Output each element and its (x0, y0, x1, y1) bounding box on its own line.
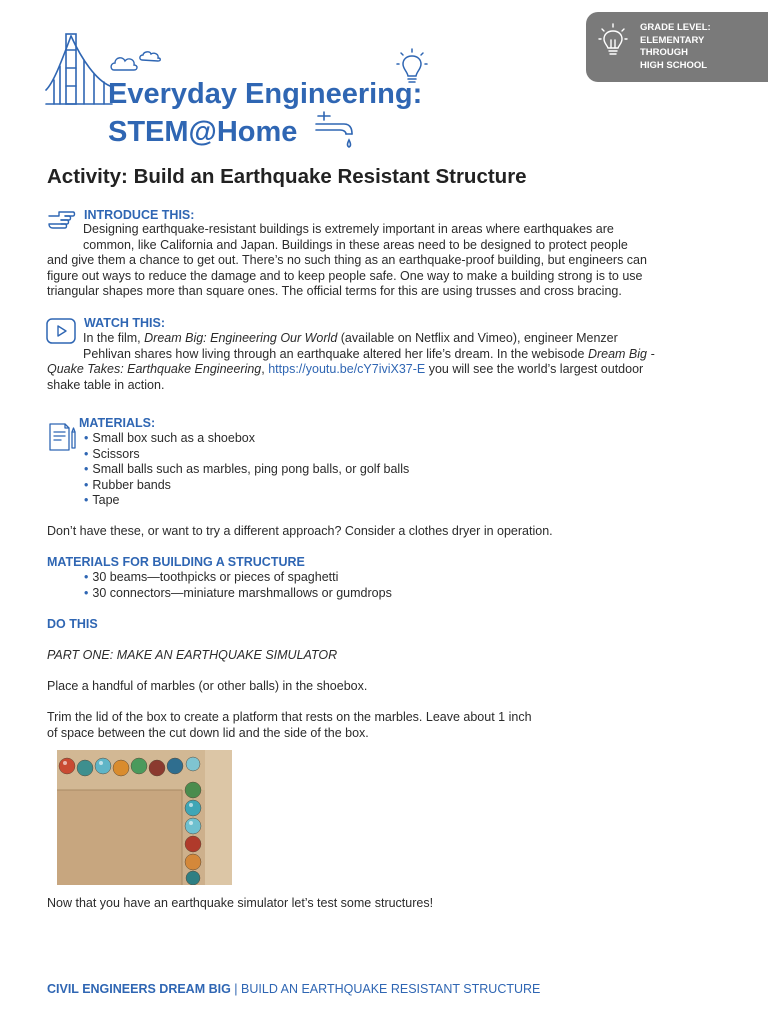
clouds-icon (110, 48, 164, 76)
introduce-paragraph (47, 222, 647, 300)
footer-brand: CIVIL ENGINEERS DREAM BIG (47, 982, 231, 996)
watch-paragraph (47, 331, 655, 393)
step-2-text (47, 710, 532, 741)
materials-list (84, 431, 409, 509)
page-title: Everyday Engineering: (108, 78, 423, 110)
watch-text: you will see the world’s largest outdoor (425, 362, 644, 377)
footer-separator: | (230, 982, 242, 996)
watch-text: , (261, 362, 269, 377)
watch-text: shake table in action. (47, 377, 165, 392)
do-this-heading: DO THIS (47, 617, 98, 631)
watch-text: Pehlivan shares how living through an earthquake altered her life’s dream. In the webisode (83, 346, 588, 361)
paragraph-line: figure out ways to reduce the damage and to keep people safe. One way to make a building strong is to use (47, 268, 643, 283)
grade-line: ELEMENTARY (640, 34, 705, 46)
grade-line: THROUGH (640, 47, 689, 58)
paragraph-line: and give them a chance to get out. There’s no such thing as an earthquake-proof building, but engineers can (47, 253, 647, 268)
lightbulb-icon (598, 22, 628, 62)
list-item: • 30 beams—toothpicks or pieces of spaghetti (84, 570, 339, 584)
footer-title: BUILD AN EARTHQUAKE RESISTANT STRUCTURE (241, 982, 541, 996)
webisode-title: Dream Big - (587, 346, 655, 361)
film-title: Dream Big: Engineering Our World (144, 331, 338, 345)
footer (47, 982, 540, 996)
step-1-text: Place a handful of marbles (or other balls) in the shoebox. (47, 679, 368, 693)
paragraph-line: Trim the lid of the box to create a platform that rests on the marbles. Leave about 1 inch (47, 710, 532, 724)
list-item-text: Rubber bands (92, 477, 171, 492)
bridge-icon (44, 30, 114, 108)
materials-heading: MATERIALS: (79, 416, 156, 430)
list-item: • Tape (84, 493, 120, 508)
list-item-text: 30 beams—toothpicks or pieces of spaghetti (92, 570, 339, 584)
alt-approach-text: Don’t have these, or want to try a different approach? Consider a clothes dryer in operation. (47, 524, 553, 538)
paragraph-line: common, like California and Japan. Buildings in these areas need to be designed to protect people (83, 237, 628, 252)
list-item-text: Tape (92, 493, 120, 508)
list-item: • Small box such as a shoebox (84, 431, 255, 445)
closing-text: Now that you have an earthquake simulator let’s test some structures! (47, 896, 434, 910)
grade-line: GRADE LEVEL: (640, 22, 711, 33)
paragraph-line: Designing earthquake-resistant buildings is extremely important in areas where earthquakes are (83, 222, 614, 236)
grade-level-text (640, 22, 760, 72)
part-one-heading: PART ONE: MAKE AN EARTHQUAKE SIMULATOR (47, 648, 338, 662)
page-subtitle: STEM@Home (108, 116, 298, 148)
clipboard-icon (47, 418, 79, 452)
watch-text: (available on Netflix and Vimeo), engineer Menzer (337, 331, 618, 345)
faucet-icon (314, 110, 360, 154)
paragraph-line: of space between the cut down lid and the side of the box. (47, 725, 369, 740)
webisode-title: Quake Takes: Earthquake Engineering (47, 362, 262, 377)
introduce-heading: INTRODUCE THIS: (84, 208, 195, 222)
list-item-text: Scissors (92, 446, 140, 461)
paragraph-line: triangular shapes more than square ones. The official terms for this are using trusses and cross bracing. (47, 284, 622, 299)
building-materials-heading: MATERIALS FOR BUILDING A STRUCTURE (47, 555, 305, 569)
list-item-text: Small box such as a shoebox (92, 431, 255, 445)
activity-title: Activity: Build an Earthquake Resistant Structure (47, 165, 527, 188)
watch-text: In the film, (83, 331, 145, 345)
building-materials-list (84, 570, 392, 601)
list-item: • 30 connectors—miniature marshmallows or gumdrops (84, 585, 392, 600)
shoebox-marbles-photo (57, 750, 232, 885)
grade-line: HIGH SCHOOL (640, 59, 708, 71)
list-item: • Rubber bands (84, 477, 171, 492)
list-item: • Scissors (84, 446, 140, 461)
list-item-text: 30 connectors—miniature marshmallows or gumdrops (92, 585, 392, 600)
watch-heading: WATCH THIS: (84, 316, 166, 330)
list-item-text: Small balls such as marbles, ping pong balls, or golf balls (92, 462, 410, 477)
list-item: • Small balls such as marbles, ping pong balls, or golf balls (84, 462, 410, 477)
video-link[interactable]: https://youtu.be/cY7iviX37-E (268, 362, 426, 377)
